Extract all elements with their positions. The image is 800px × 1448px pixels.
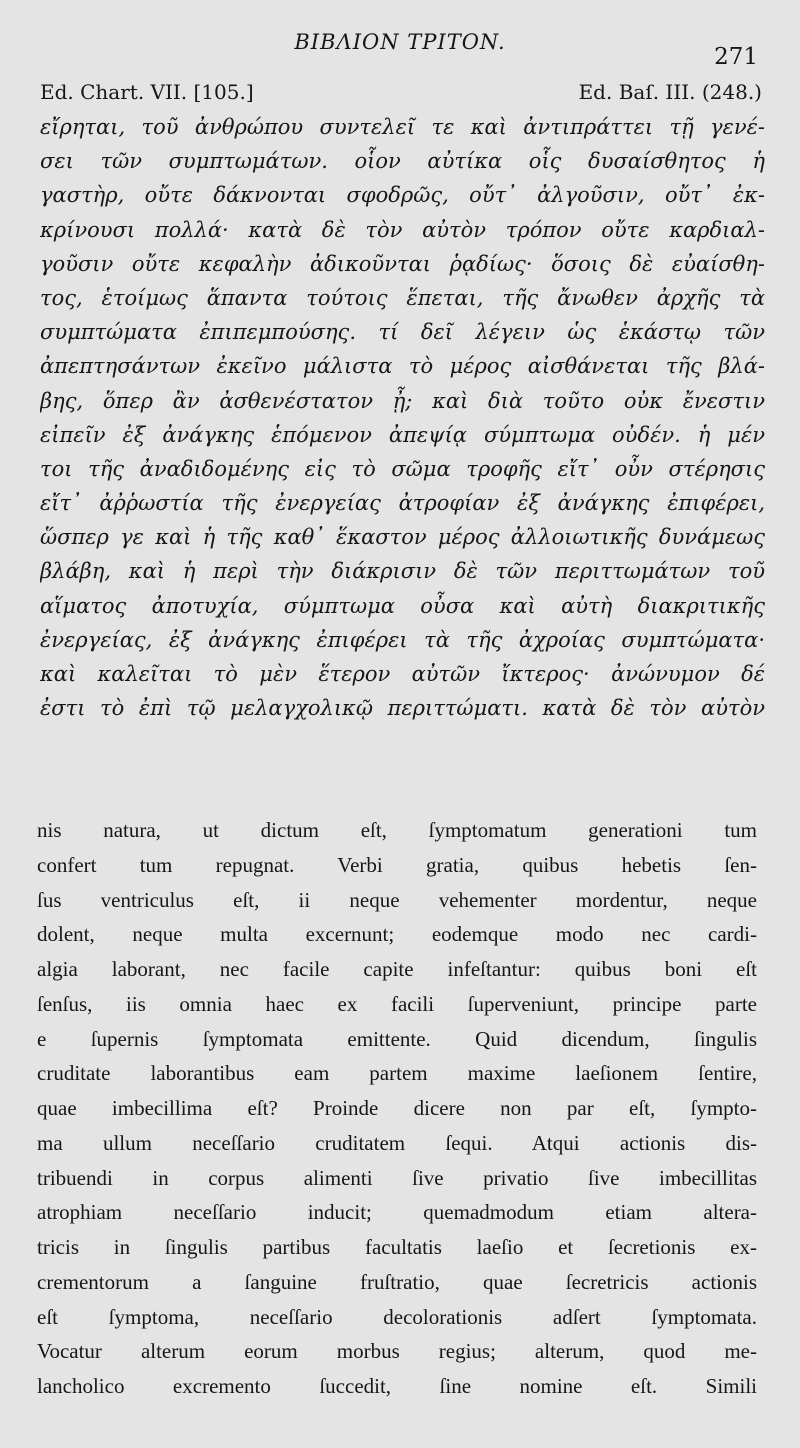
latin-text-line: quae imbecillima eſt? Proinde dicere non par eſt, ſympto- (37, 1096, 757, 1120)
latin-text-line: nis natura, ut dictum eſt, ſymptomatum generationi tum (37, 818, 757, 842)
greek-text-line: βλάβη, καὶ ἡ περὶ τὴν διάκρισιν δὲ τῶν περιττωμάτων τοῦ (40, 559, 765, 584)
latin-text-line: tribuendi in corpus alimenti ſive privatio ſive imbecillitas (37, 1165, 757, 1190)
latin-text-line: tricis in ſingulis partibus facultatis laeſio et ſecretionis ex- (37, 1235, 757, 1259)
latin-text-line: ſus ventriculus eſt, ii neque vehementer mordentur, neque (37, 887, 757, 912)
greek-text-line: ἐνεργείας, ἐξ ἀνάγκης ἐπιφέρει τὰ τῆς ἀχροίας συμπτώματα· (40, 627, 765, 652)
latin-text-line: atrophiam neceſſario inducit; quemadmodum etiam altera- (37, 1200, 757, 1225)
greek-text-line: τος, ἑτοίμως ἅπαντα τούτοις ἕπεται, τῆς ἄνωθεν ἀρχῆς τὰ (40, 285, 765, 310)
latin-text-line: algia laborant, nec facile capite infeſtantur: quibus boni eſt (37, 957, 757, 981)
greek-text-line: εἴτ᾿ ἀῤῥωστία τῆς ἐνεργείας ἀτροφίαν ἐξ ἀνάγκης ἐπιφέρει, (40, 491, 765, 516)
latin-text-line: ſenſus, iis omnia haec ex facili ſuperveniunt, principe parte (37, 991, 757, 1016)
greek-text-line: βης, ὅπερ ἂν ἀσθενέστατον ᾖ; καὶ διὰ τοῦτο οὐκ ἔνεστιν (40, 388, 765, 413)
latin-text-line: Vocatur alterum eorum morbus regius; alterum, quod me- (37, 1339, 757, 1364)
latin-text-line: confert tum repugnat. Verbi gratia, quibus hebetis ſen- (37, 852, 757, 877)
latin-text-line: eſt ſymptoma, neceſſario decolorationis adſert ſymptomata. (37, 1304, 757, 1329)
latin-text-line: crementorum a ſanguine fruſtratio, quae ſecretricis actionis (37, 1269, 757, 1294)
greek-text-line: ἐστι τὸ ἐπὶ τῷ μελαγχολικῷ περιττώματι. κατὰ δὲ τὸν αὐτὸν (40, 696, 765, 721)
greek-text-line: αἵματος ἀποτυχία, σύμπτωμα οὖσα καὶ αὐτὴ διακριτικῆς (40, 593, 765, 618)
latin-text-line: dolent, neque multa excernunt; eodemque modo nec cardi- (37, 922, 757, 947)
edition-reference-right: Ed. Baſ. III. (248.) (578, 80, 762, 104)
greek-text-line: συμπτώματα ἐπιπεμπούσης. τί δεῖ λέγειν ὡς ἑκάστῳ τῶν (40, 320, 765, 345)
latin-text-line: ma ullum neceſſario cruditatem ſequi. Atqui actionis dis- (37, 1130, 757, 1155)
latin-text-line: cruditate laborantibus eam partem maxime laeſionem ſentire, (37, 1061, 757, 1086)
greek-text-line: ἀπεπτησάντων ἐκεῖνο μάλιστα τὸ μέρος αἰσθάνεται τῆς βλά- (40, 354, 765, 379)
greek-text-block (40, 110, 765, 725)
greek-text-line: εἰπεῖν ἐξ ἀνάγκης ἑπόμενον ἀπεψίᾳ σύμπτωμα οὐδέν. ἡ μέν (40, 422, 765, 447)
running-title: BIBΛION TPITON. (294, 30, 506, 54)
greek-text-line: τοι τῆς ἀναδιδομένης εἰς τὸ σῶμα τροφῆς εἴτ᾿ οὖν στέρησις (40, 456, 765, 481)
greek-text-line: σει τῶν συμπτωμάτων. οἷον αὐτίκα οἷς δυσαίσθητος ἡ (40, 149, 765, 174)
latin-text-line: lancholico excremento ſuccedit, ſine nomine eſt. Simili (37, 1374, 757, 1398)
latin-text-line: e ſupernis ſymptomata emittente. Quid dicendum, ſingulis (37, 1026, 757, 1051)
greek-text-line: κρίνουσι πολλά· κατὰ δὲ τὸν αὐτὸν τρόπον οὔτε καρδιαλ- (40, 217, 765, 242)
greek-text-line: εἴρηται, τοῦ ἀνθρώπου συντελεῖ τε καὶ ἀντιπράττει τῇ γενέ- (40, 115, 765, 139)
greek-text-line: καὶ καλεῖται τὸ μὲν ἕτερον αὐτῶν ἴκτερος· ἀνώνυμον δέ (40, 662, 765, 686)
edition-reference-left: Ed. Chart. VII. [105.] (40, 80, 254, 104)
page-number: 271 (714, 44, 758, 70)
greek-text-line: ὥσπερ γε καὶ ἡ τῆς καθ᾿ ἕκαστον μέρος ἀλλοιωτικῆς δυνάμεως (40, 525, 765, 550)
greek-text-line: γοῦσιν οὔτε κεφαλὴν ἀδικοῦνται ῥᾳδίως· ὅσοις δὲ εὐαίσθη- (40, 251, 765, 276)
latin-text-block (37, 813, 757, 1404)
greek-text-line: γαστὴρ, οὔτε δάκνονται σφοδρῶς, οὔτ᾿ ἀλγοῦσιν, οὔτ᾿ ἐκ- (40, 183, 765, 208)
